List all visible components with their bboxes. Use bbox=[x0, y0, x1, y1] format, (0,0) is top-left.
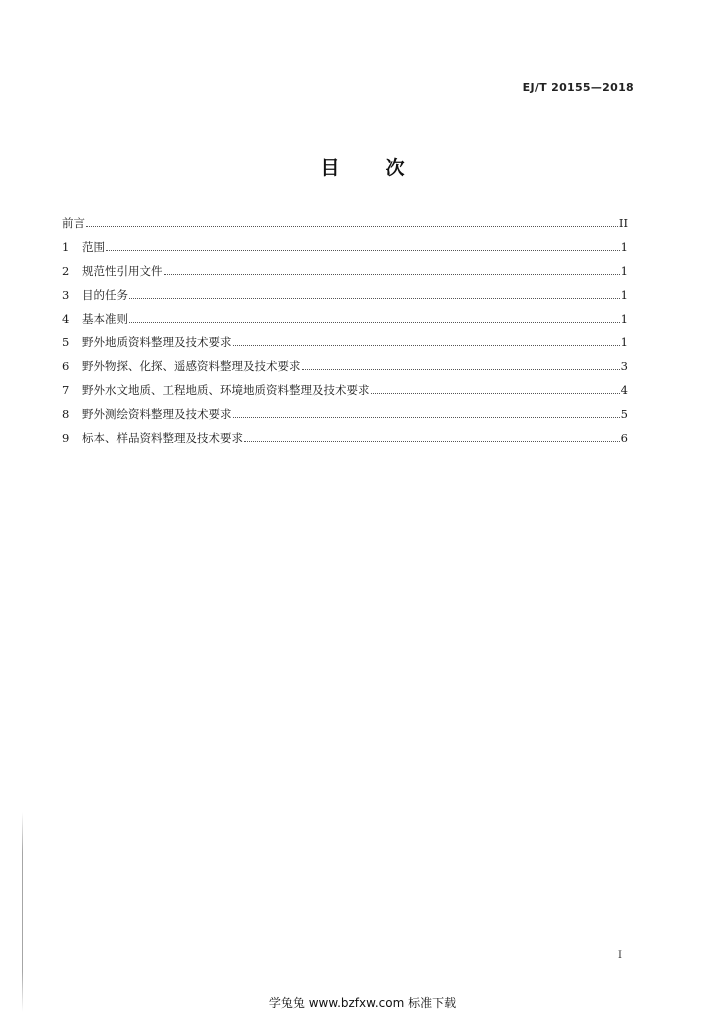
toc-entry-7[interactable] bbox=[62, 381, 628, 405]
toc-leader-dots bbox=[164, 273, 620, 275]
toc-entry-number: 9 bbox=[62, 431, 70, 446]
toc-entry-4[interactable] bbox=[62, 310, 628, 334]
standard-code: EJ/T 20155—2018 bbox=[522, 81, 634, 94]
toc-entry-page: 1 bbox=[620, 287, 628, 302]
toc-entry-title: 基本准则 bbox=[82, 311, 128, 326]
toc-leader-dots bbox=[129, 321, 620, 323]
toc-list bbox=[62, 214, 628, 453]
toc-entry-preface[interactable] bbox=[62, 214, 628, 238]
toc-entry-page: 1 bbox=[620, 311, 628, 326]
footer-watermark: 学兔兔 www.bzfxw.com 标准下载 bbox=[268, 996, 457, 1010]
toc-entry-number: 7 bbox=[62, 383, 70, 398]
toc-entry-page: 1 bbox=[620, 263, 628, 278]
toc-entry-page: II bbox=[618, 216, 628, 230]
toc-entry-3[interactable] bbox=[62, 286, 628, 310]
page-number: I bbox=[618, 950, 622, 961]
page-title bbox=[0, 153, 725, 180]
toc-entry-5[interactable] bbox=[62, 333, 628, 357]
toc-entry-page: 5 bbox=[620, 407, 628, 422]
scan-edge-line bbox=[22, 812, 23, 1012]
toc-entry-title: 野外测绘资料整理及技术要求 bbox=[82, 407, 232, 422]
toc-leader-dots bbox=[129, 297, 620, 299]
title-char-2: 次 bbox=[385, 157, 405, 179]
toc-entry-title: 范围 bbox=[82, 239, 105, 254]
toc-entry-2[interactable] bbox=[62, 262, 628, 286]
toc-entry-page: 6 bbox=[620, 431, 628, 446]
toc-entry-title: 目的任务 bbox=[82, 287, 128, 302]
toc-leader-dots bbox=[106, 249, 620, 251]
toc-entry-number: 6 bbox=[62, 359, 70, 374]
toc-entry-page: 1 bbox=[620, 335, 628, 350]
title-char-1: 目 bbox=[320, 157, 340, 179]
toc-leader-dots bbox=[302, 368, 620, 370]
toc-entry-title: 野外地质资料整理及技术要求 bbox=[82, 335, 232, 350]
toc-entry-number: 4 bbox=[62, 311, 70, 326]
toc-entry-number: 1 bbox=[62, 239, 70, 254]
toc-leader-dots bbox=[244, 440, 620, 442]
toc-entry-number: 5 bbox=[62, 335, 70, 350]
toc-entry-8[interactable] bbox=[62, 405, 628, 429]
toc-entry-title: 前言 bbox=[62, 216, 85, 230]
toc-entry-1[interactable] bbox=[62, 238, 628, 262]
toc-entry-page: 4 bbox=[620, 383, 628, 398]
toc-entry-number: 8 bbox=[62, 407, 70, 422]
toc-entry-title: 标本、样品资料整理及技术要求 bbox=[82, 431, 243, 446]
toc-entry-number: 3 bbox=[62, 287, 70, 302]
toc-leader-dots bbox=[233, 416, 620, 418]
toc-leader-dots bbox=[233, 344, 620, 346]
toc-entry-6[interactable] bbox=[62, 357, 628, 381]
toc-leader-dots bbox=[86, 225, 618, 227]
toc-entry-title: 规范性引用文件 bbox=[82, 263, 163, 278]
toc-entry-page: 1 bbox=[620, 239, 628, 254]
toc-entry-title: 野外物探、化探、遥感资料整理及技术要求 bbox=[82, 359, 301, 374]
toc-leader-dots bbox=[371, 392, 620, 394]
toc-entry-page: 3 bbox=[620, 359, 628, 374]
toc-entry-title: 野外水文地质、工程地质、环境地质资料整理及技术要求 bbox=[82, 383, 370, 398]
toc-entry-9[interactable] bbox=[62, 429, 628, 453]
toc-entry-number: 2 bbox=[62, 263, 70, 278]
